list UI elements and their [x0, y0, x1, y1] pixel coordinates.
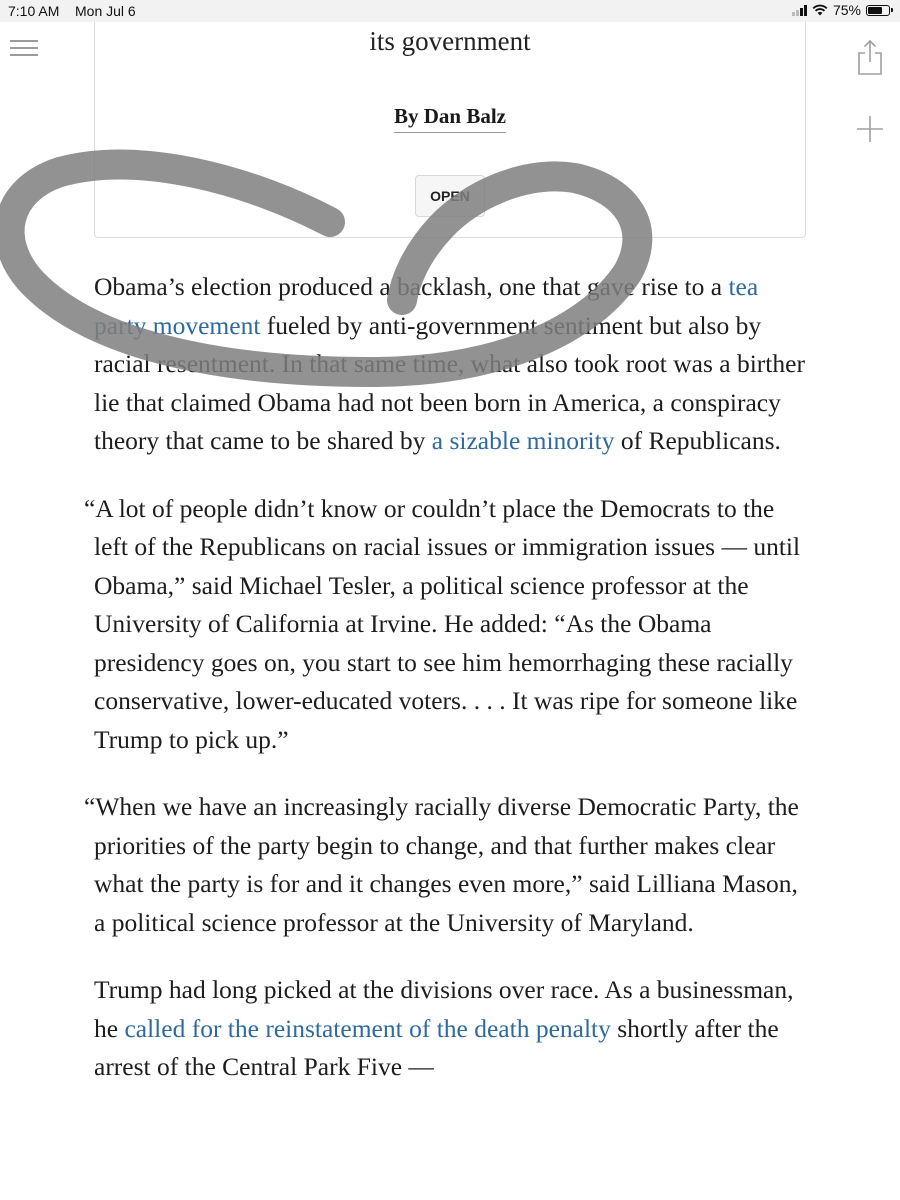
hamburger-menu-icon[interactable] — [10, 40, 38, 62]
paragraph-1 — [94, 268, 814, 461]
card-byline — [95, 104, 805, 133]
open-button[interactable]: OPEN — [415, 175, 485, 217]
death-penalty-link[interactable]: called for the reinstatement of the death penalty — [124, 1013, 611, 1043]
byline-author-link[interactable]: By Dan Balz — [394, 104, 506, 133]
paragraph-2-tesler-quote: “A lot of people didn’t know or couldn’t place the Democrats to the left of the Republicans on racial issues or immigration issues — until Obama,” said Michael Tesler, a political science professor at the University of California at Irvine. He added: “As the Obama presidency goes on, you start to see him hemorrhaging these racially conservative, lower-educated voters. . . . It was ripe for someone like Trump to pick up.” — [84, 493, 801, 754]
p4-text-1: Trump had long picked at the divisions over race. As a businessman, he — [94, 975, 794, 1043]
battery-icon — [866, 5, 890, 16]
p1-text-1: Obama’s election produced a backlash, one that gave rise to a — [94, 272, 729, 301]
status-indicators — [792, 2, 890, 18]
sizable-minority-link[interactable]: a sizable minority — [431, 426, 615, 455]
tea-party-movement-link[interactable]: tea party movement — [94, 272, 759, 340]
battery-fill — [868, 7, 882, 14]
status-bar — [0, 0, 900, 22]
plus-icon[interactable] — [855, 114, 885, 144]
p1-text-3: of Republicans. — [614, 426, 781, 455]
paragraph-4 — [94, 971, 814, 1087]
share-icon[interactable] — [855, 38, 885, 78]
card-title: its government — [369, 26, 531, 56]
wifi-icon — [812, 4, 828, 16]
related-article-card — [94, 22, 806, 238]
signal-icon — [792, 5, 807, 16]
status-time: 7:10 AM — [8, 3, 60, 19]
battery-percent: 75% — [832, 2, 861, 18]
status-date: Mon Jul 6 — [75, 3, 136, 19]
article-body — [84, 268, 814, 1116]
p4-text-2: shortly after the arrest of the Central Park Five — — [94, 1013, 779, 1081]
paragraph-3-mason-quote: “When we have an increasingly racially diverse Democratic Party, the priorities of the party begin to change, and that further makes clear what the party is for and it changes even more,” said Lilliana Mason, a political science professor at the University of Maryland. — [84, 792, 799, 937]
p1-text-2: fueled by anti-government sentiment but also by racial resentment. In that same time, what also took root was a birther lie that claimed Obama had not been born in America, a conspiracy theory that came to be shared by — [94, 310, 805, 455]
